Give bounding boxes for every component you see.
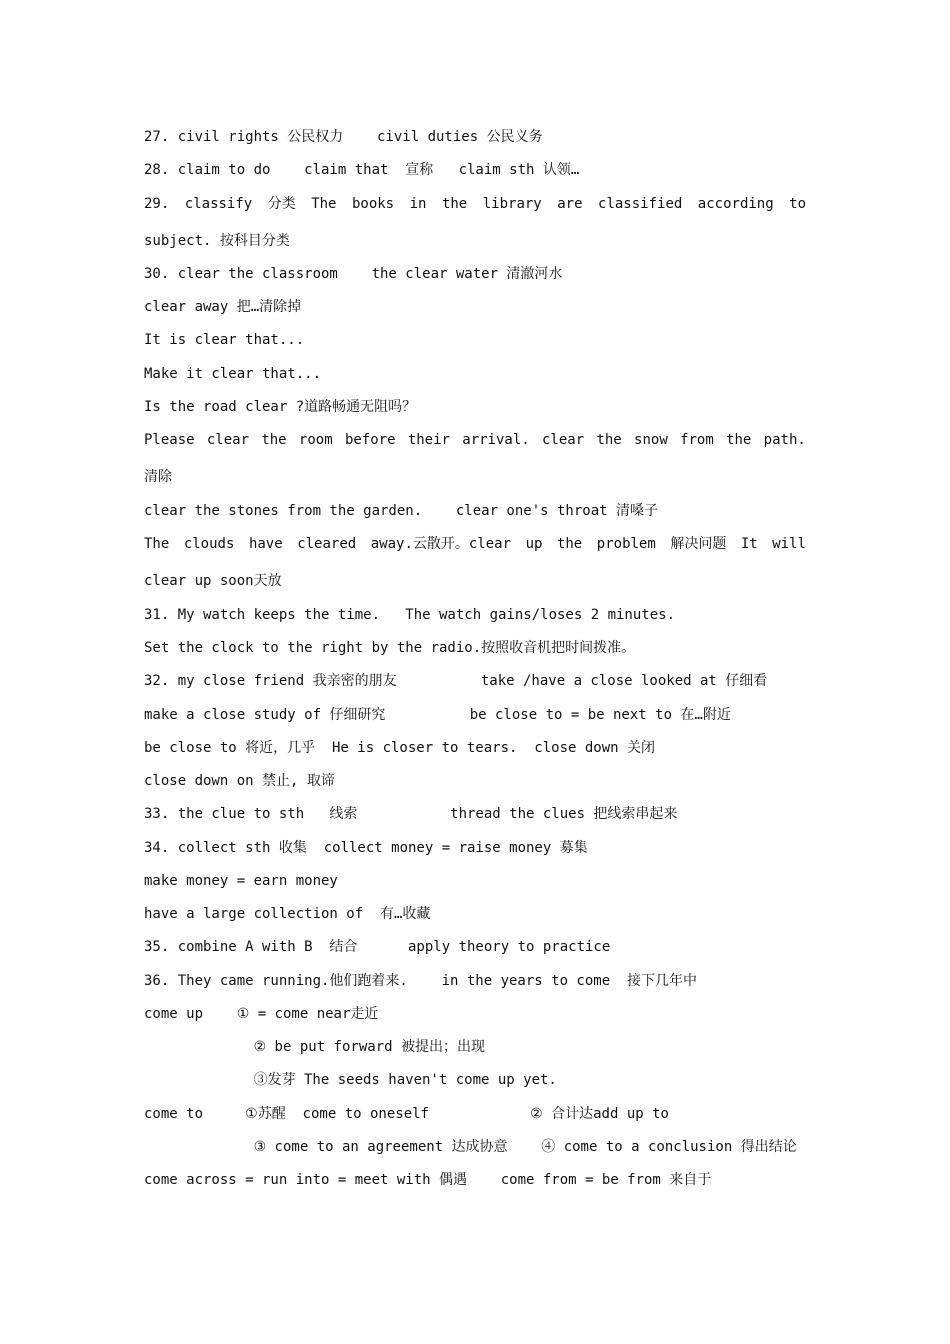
text-line: 36. They came running.他们跑着来. in the years to come 接下几年中 xyxy=(144,973,698,989)
text-line: ③发芽 The seeds haven't come up yet. xyxy=(144,1072,557,1088)
word: up xyxy=(525,536,543,552)
word: clear xyxy=(206,432,250,448)
word: the xyxy=(261,432,287,448)
word: 解决问题 xyxy=(670,536,727,552)
text-line: make a close study of 仔细研究 be close to = be next to 在…附近 xyxy=(144,707,731,723)
text-line: Is the road clear ?道路畅通无阻吗？ xyxy=(144,399,417,415)
word: library xyxy=(482,196,542,212)
word: clear xyxy=(542,432,585,448)
text-line: 28. claim to do claim that 宣称 claim sth 认领… xyxy=(144,162,580,178)
word: books xyxy=(351,196,395,212)
word: have xyxy=(248,536,283,552)
word: room xyxy=(298,432,333,448)
word: classified xyxy=(598,196,683,212)
word: snow xyxy=(634,432,668,448)
word: cleared xyxy=(297,536,357,552)
word: path. xyxy=(763,432,806,448)
text-line: come across = run into = meet with 偶遇 come from = be from 来自于 xyxy=(144,1172,712,1188)
word: will xyxy=(772,536,806,552)
word: from xyxy=(680,432,714,448)
word: in xyxy=(409,196,427,212)
word: The xyxy=(311,196,337,212)
justified-line-clear xyxy=(144,430,806,450)
word: 29. xyxy=(144,196,170,212)
text-line: 35. combine A with B 结合 apply theory to practice xyxy=(144,939,611,955)
word: the xyxy=(596,432,622,448)
text-line: come up ① = come near走近 xyxy=(144,1006,379,1022)
text-line: subject. 按科目分类 xyxy=(144,233,290,249)
word: are xyxy=(557,196,583,212)
text-line: ③ come to an agreement 达成协意 ④ come to a conclusion 得出结论 xyxy=(144,1139,797,1155)
text-line: 34. collect sth 收集 collect money = raise money 募集 xyxy=(144,840,588,856)
text-line: Make it clear that... xyxy=(144,366,322,382)
text-line: 30. clear the classroom the clear water 清澈河水 xyxy=(144,266,563,282)
text-line: ② be put forward 被提出；出现 xyxy=(144,1039,485,1055)
text-line: 31. My watch keeps the time. The watch gains/loses 2 minutes. xyxy=(144,607,676,623)
text-line: clear the stones from the garden. clear one's throat 清嗓子 xyxy=(144,503,659,519)
word: classify xyxy=(184,196,253,212)
word: before xyxy=(344,432,396,448)
word: problem xyxy=(596,536,656,552)
word: their xyxy=(407,432,450,448)
text-line: come to ①苏醒 come to oneself ② 合计达add up to xyxy=(144,1106,669,1122)
text-line: It is clear that... xyxy=(144,332,305,348)
text-line: close down on 禁止, 取谛 xyxy=(144,773,335,789)
word: according xyxy=(697,196,774,212)
word: the xyxy=(556,536,583,552)
text-line: 33. the clue to sth 线索 thread the clues 把线索串起来 xyxy=(144,806,678,822)
text-line: 32. my close friend 我亲密的朋友 take /have a close looked at 仔细看 xyxy=(144,673,768,689)
word: the xyxy=(441,196,468,212)
word: It xyxy=(740,536,758,552)
word: to xyxy=(789,196,806,212)
text-line: 清除 xyxy=(144,469,172,485)
word: The xyxy=(144,536,170,552)
justified-line-clouds xyxy=(144,534,806,554)
text-line: clear up soon天放 xyxy=(144,573,282,589)
justified-line-29 xyxy=(144,194,806,214)
text-line: 27. civil rights 公民权力 civil duties 公民义务 xyxy=(144,129,543,145)
text-line: clear away 把…清除掉 xyxy=(144,299,302,315)
word: the xyxy=(726,432,752,448)
word: 分类 xyxy=(267,196,296,212)
text-line: Set the clock to the right by the radio.按照收音机把时间拨准。 xyxy=(144,640,636,656)
text-line: be close to 将近，几乎 He is closer to tears. close down 关闭 xyxy=(144,740,656,756)
word: Please xyxy=(144,432,195,448)
word: arrival. xyxy=(462,432,530,448)
text-line: make money = earn money xyxy=(144,873,338,889)
word: away.云散开。clear xyxy=(370,536,512,552)
text-line: have a large collection of 有…收藏 xyxy=(144,906,431,922)
word: clouds xyxy=(183,536,235,552)
